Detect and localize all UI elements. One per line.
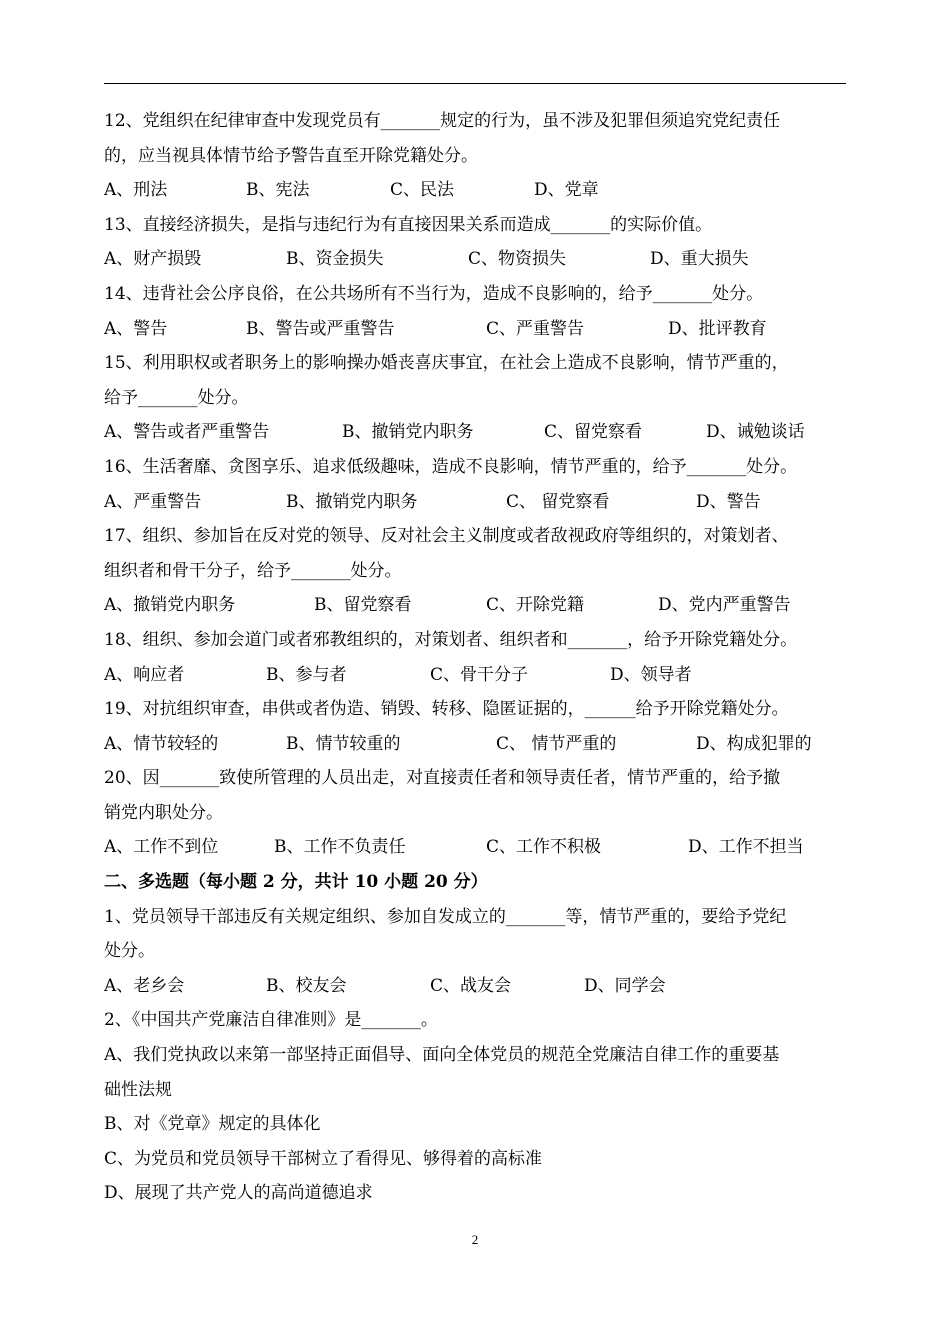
question-16-options [104,485,846,520]
option-a: A、老乡会 [104,975,185,996]
option-d: D、重大损失 [650,249,749,270]
option-d: D、警告 [696,491,761,512]
option-a: A、撤销党内职务 [104,595,236,616]
option-b: B、校友会 [266,975,347,996]
multi-question-2-stem: 2、《中国共产党廉洁自律准则》是_______。 [104,1010,438,1031]
multi-question-1-line-2: 处分。 [104,941,155,962]
header-rule [104,83,846,84]
option-a: A、工作不到位 [104,837,219,858]
option-c: C、物资损失 [468,249,567,270]
option-a: A、响应者 [104,664,185,685]
option-b: B、撤销党内职务 [286,491,418,512]
question-15-options [104,415,846,450]
option-b: B、警告或严重警告 [246,318,395,339]
question-20-options [104,830,846,865]
option-b: B、宪法 [246,180,310,201]
multi-question-1-line-1: 1、党员领导干部违反有关规定组织、参加自发成立的_______等，情节严重的，要给予党纪 [104,906,787,927]
option-d: D、同学会 [584,975,666,996]
option-b: B、情节较重的 [286,733,401,754]
question-19-line-1: 19、对抗组织审查，串供或者伪造、销毁、转移、隐匿证据的，______给予开除党籍处分。 [104,699,789,720]
option-c: C、战友会 [430,975,512,996]
question-19-options [104,727,846,762]
question-12-line-1: 12、党组织在纪律审查中发现党员有_______规定的行为，虽不涉及犯罪但须追究党纪责任 [104,111,781,131]
question-18-options [104,658,846,693]
option-c: C、开除党籍 [486,595,585,616]
question-18-line-1: 18、组织、参加会道门或者邪教组织的，对策划者、组织者和_______，给予开除党籍处分。 [104,629,798,650]
multi-question-2-option-a-line-1: A、我们党执政以来第一部坚持正面倡导、面向全体党员的规范全党廉洁自律工作的重要基 [104,1045,780,1066]
option-a: A、警告或者严重警告 [104,422,270,443]
option-c: C、民法 [390,180,455,201]
multi-question-2-option-a-line-2: 础性法规 [104,1079,172,1100]
question-12-line-2: 的，应当视具体情节给予警告直至开除党籍处分。 [104,145,478,166]
option-d: D、构成犯罪的 [696,733,812,754]
option-b: B、撤销党内职务 [342,422,474,443]
option-d: D、诫勉谈话 [706,422,805,443]
document-body [104,104,846,1211]
option-b: B、留党察看 [314,595,412,616]
option-d: D、党内严重警告 [658,595,791,616]
option-a: A、严重警告 [104,491,202,512]
option-c: C、 留党察看 [506,491,610,512]
question-20-line-1: 20、因_______致使所管理的人员出走，对直接责任者和领导责任者，情节严重的，给予撤 [104,768,781,789]
question-17-line-1: 17、组织、参加旨在反对党的领导、反对社会主义制度或者敌视政府等组织的，对策划者、 [104,526,789,547]
option-b: B、参与者 [266,664,347,685]
question-16-line-1: 16、生活奢靡、贪图享乐、追求低级趣味，造成不良影响，情节严重的，给予_______处分。 [104,456,798,477]
option-c: C、留党察看 [544,422,643,443]
question-13-line-1: 13、直接经济损失，是指与违纪行为有直接因果关系而造成_______的实际价值。 [104,214,713,235]
question-15-line-1: 15、利用职权或者职务上的影响操办婚丧喜庆事宜，在社会上造成不良影响，情节严重的， [104,353,789,374]
option-c: C、工作不积极 [486,837,602,858]
section-2-heading: 二、多选题（每小题 2 分，共计 10 小题 20 分） [104,872,488,893]
multi-question-1-options [104,969,846,1004]
option-c: C、 情节严重的 [496,733,617,754]
option-a: A、警告 [104,318,168,339]
option-c: C、严重警告 [486,318,585,339]
option-d: D、党章 [534,180,599,201]
question-20-line-2: 销党内职处分。 [104,802,223,823]
multi-question-2-option-d: D、展现了共产党人的高尚道德追求 [104,1183,373,1204]
option-d: D、工作不担当 [688,837,804,858]
page-number: 2 [471,1232,479,1247]
option-a: A、情节较轻的 [104,733,219,754]
question-13-options [104,242,846,277]
question-12-options [104,173,846,208]
option-a: A、财产损毁 [104,249,202,270]
option-d: D、领导者 [610,664,692,685]
option-b: B、工作不负责任 [274,837,406,858]
option-d: D、批评教育 [668,318,767,339]
multi-question-2-option-c: C、为党员和党员领导干部树立了看得见、够得着的高标准 [104,1148,543,1169]
question-17-options [104,588,846,623]
option-c: C、骨干分子 [430,664,529,685]
question-17-line-2: 组织者和骨干分子，给予_______处分。 [104,560,402,581]
option-b: B、资金损失 [286,249,384,270]
question-15-line-2: 给予_______处分。 [104,387,249,408]
question-14-options [104,312,846,347]
option-a: A、刑法 [104,180,168,201]
multi-question-2-option-b: B、对《党章》规定的具体化 [104,1114,321,1135]
question-14-line-1: 14、违背社会公序良俗，在公共场所有不当行为，造成不良影响的，给予_______处分。 [104,283,764,304]
